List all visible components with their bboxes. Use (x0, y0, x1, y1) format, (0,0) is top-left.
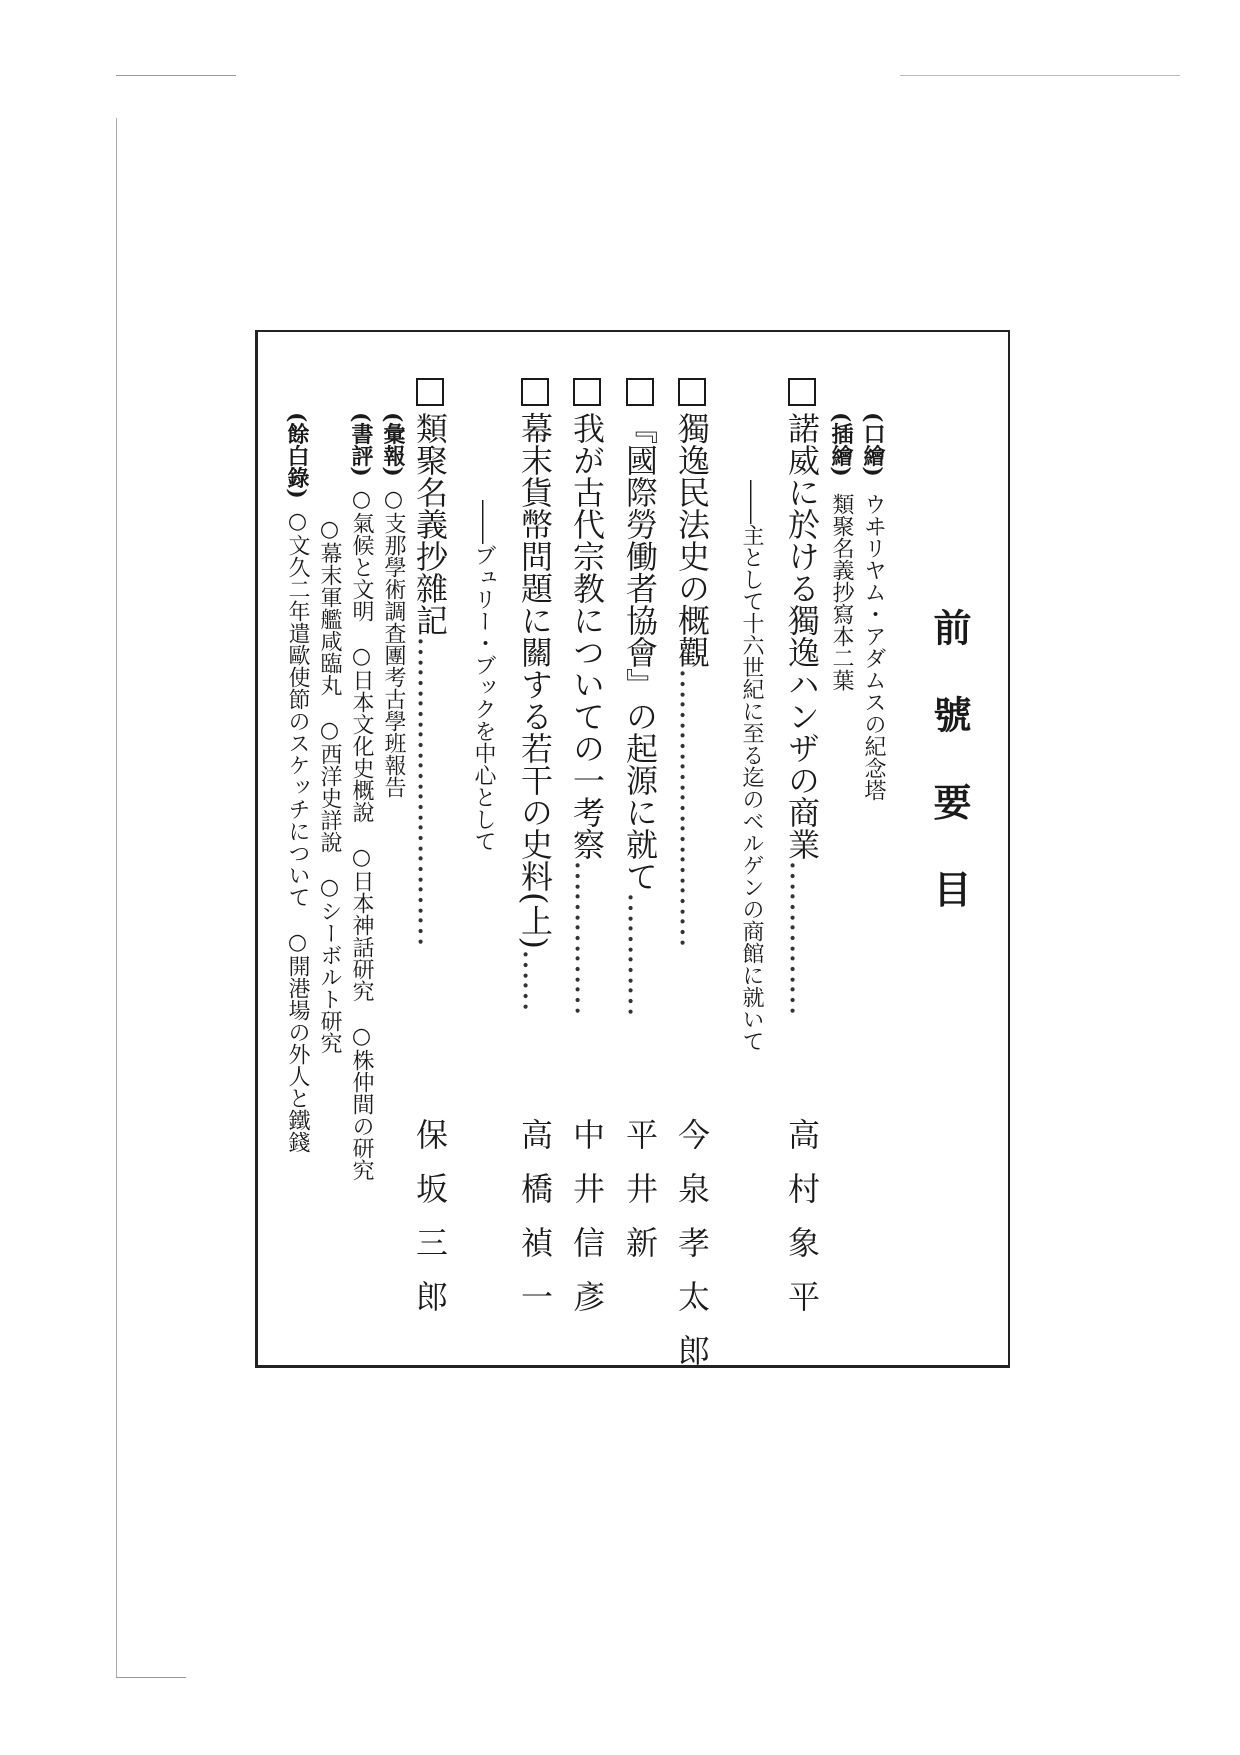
frontispiece-text: ウヰリヤム・アダムスの紀念塔 (861, 492, 886, 801)
article-title: 『國際勞働者協會』の起源に就て (621, 412, 659, 892)
leader-dots: ………… (621, 892, 659, 1016)
article-author: 高村象平 (783, 1118, 821, 1334)
checkbox-square-icon (573, 378, 601, 406)
review-section (350, 412, 372, 1181)
review-items-continued: ○幕末軍艦咸臨丸 ○西洋史詳說 ○シーボルト研究 (317, 517, 342, 1054)
frontispiece-label: (口繪) (860, 412, 886, 477)
afterword-label: (餘白錄) (284, 412, 310, 499)
article-entry (621, 378, 659, 1016)
article-author: 高橋禎一 (516, 1118, 554, 1334)
article-entry (516, 378, 554, 1011)
article-author: 中井信彥 (568, 1118, 606, 1334)
leader-dots: …… (516, 948, 554, 1011)
checkbox-square-icon (626, 378, 654, 406)
illustration-label: (插繪) (828, 412, 854, 477)
page-title: 前 號 要 目 (927, 608, 972, 926)
article-title: 幕末貨幣問題に關する若干の史料(上) (516, 412, 554, 949)
news-items: ○支那學術調査團考古學班報告 (381, 486, 406, 798)
checkbox-square-icon (416, 378, 444, 406)
article-entry (673, 378, 711, 947)
afterword-section (286, 412, 308, 1153)
article-title: 類聚名義抄雜記 (411, 412, 449, 636)
news-label: (彙報) (380, 412, 406, 477)
checkbox-square-icon (788, 378, 816, 406)
afterword-items: ○文久二年遣歐使節のスケッチについて ○開港場の外人と鐵錢 (285, 508, 310, 1153)
checkbox-square-icon (521, 378, 549, 406)
checkbox-square-icon (678, 378, 706, 406)
illustration-entry (830, 412, 852, 691)
article-subtitle: ――主として十六世紀に至る迄のベルゲンの商館に就いて (739, 480, 764, 1052)
scan-bottom-tick (116, 1677, 186, 1678)
illustration-text: 類聚名義抄寫本二葉 (829, 492, 854, 691)
article-title: 獨逸民法史の概觀 (673, 412, 711, 668)
news-section (382, 412, 404, 798)
article-author: 平井新 (621, 1118, 659, 1280)
article-entry (568, 378, 606, 1015)
review-items: ○氣候と文明 ○日本文化史概說 ○日本神話研究 ○株仲間の研究 (349, 486, 374, 1181)
article-title: 我が古代宗教についての一考察 (568, 412, 606, 860)
leader-dots: ………………………… (411, 636, 449, 946)
leader-dots: …………… (783, 860, 821, 1015)
leader-dots: ……………………… (673, 668, 711, 947)
article-entry (783, 378, 821, 1015)
leader-dots: …………… (568, 860, 606, 1015)
scan-left-rule (116, 118, 117, 1678)
article-title: 諾威に於ける獨逸ハンザの商業 (783, 412, 821, 860)
frontispiece-entry (862, 412, 884, 801)
article-subtitle: ――ブュリー・ブックを中心として (471, 500, 496, 852)
article-author: 保坂三郎 (411, 1118, 449, 1334)
review-label: (書評) (348, 412, 374, 477)
scan-top-rule-right (900, 75, 1180, 76)
scan-top-rule-left (116, 75, 236, 76)
article-entry (411, 378, 449, 946)
article-author: 今泉孝太郎 (673, 1118, 711, 1388)
